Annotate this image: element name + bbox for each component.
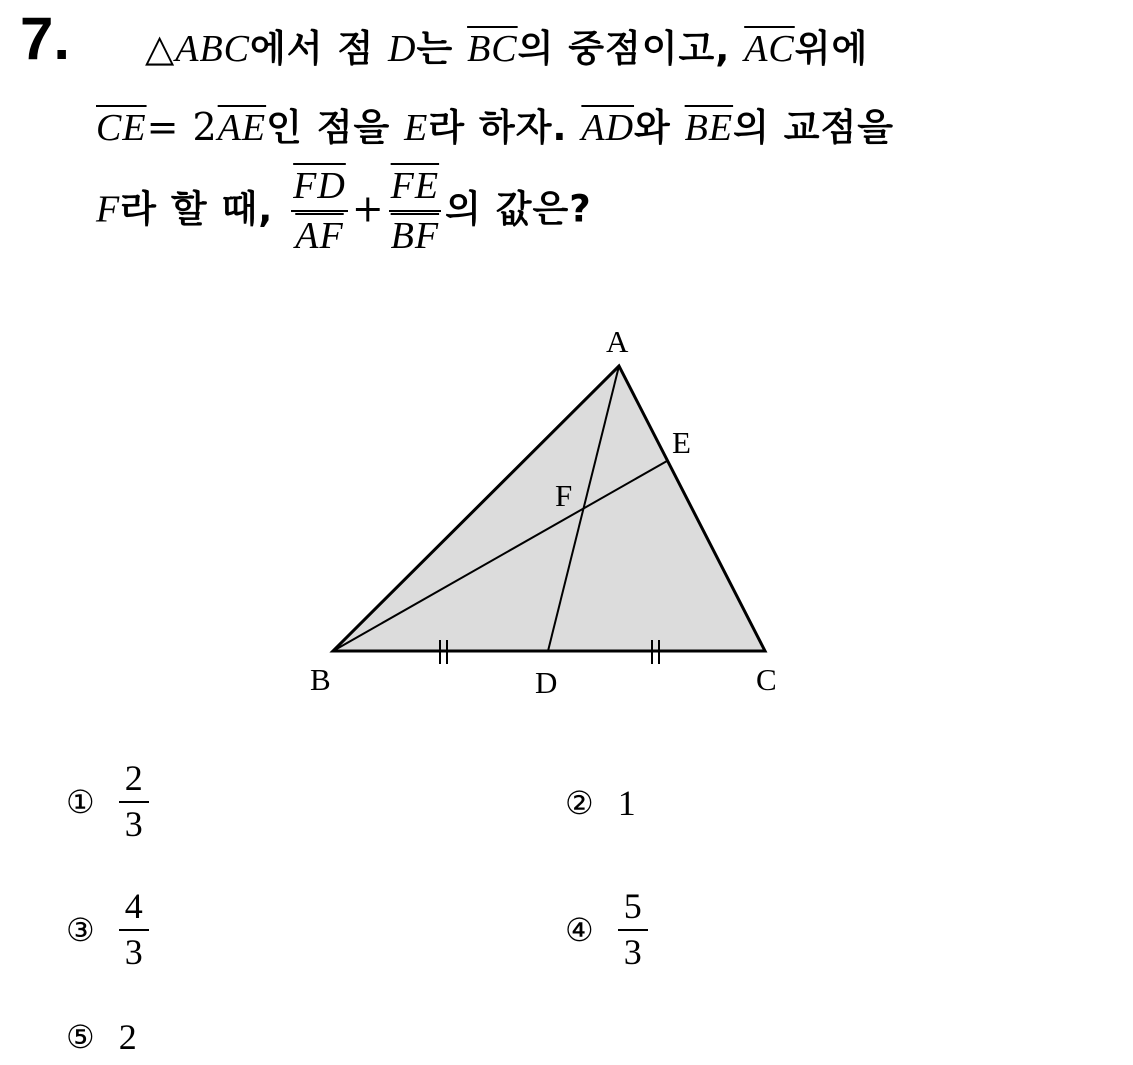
segment-fd: $\overline{FD}$ bbox=[293, 165, 346, 207]
triangle-symbol: △ bbox=[145, 26, 176, 70]
fraction-bar bbox=[618, 929, 648, 931]
text-fragment: 라 할 때, bbox=[120, 187, 288, 231]
text-fragment: 는 bbox=[416, 27, 468, 70]
label-e: E bbox=[672, 425, 691, 460]
label-d: D bbox=[535, 665, 558, 700]
text-fragment: 위에 bbox=[794, 27, 869, 70]
text-fragment: 의 중점이고, bbox=[517, 27, 745, 70]
choice-3-marker: ③ bbox=[66, 910, 95, 949]
choice-1-marker: ① bbox=[66, 782, 95, 821]
choice-3-fraction bbox=[119, 888, 149, 972]
equals-two: = 2 bbox=[146, 105, 218, 149]
label-b: B bbox=[310, 662, 331, 697]
plus-sign: + bbox=[351, 186, 385, 231]
segment-fe: $\overline{FE}$ bbox=[390, 165, 440, 207]
text-fragment: 에서 점 bbox=[250, 27, 389, 70]
choice-1-denominator: 3 bbox=[124, 803, 143, 844]
segment-ad: $\overline{AD}$ bbox=[581, 107, 635, 149]
choice-5[interactable] bbox=[66, 1016, 137, 1058]
label-c: C bbox=[756, 662, 777, 697]
segment-ce: $\overline{CE}$ bbox=[96, 107, 147, 149]
segment-ae: $\overline{AE}$ bbox=[217, 107, 267, 149]
choice-2-marker: ② bbox=[565, 784, 594, 822]
segment-bf: BF bbox=[390, 215, 440, 257]
text-fragment: 와 bbox=[634, 106, 685, 149]
term-d: D bbox=[388, 28, 417, 70]
segment-be: $\overline{BE}$ bbox=[684, 107, 734, 149]
choice-1-numerator: 2 bbox=[124, 758, 143, 798]
choice-3-numerator: 4 bbox=[124, 886, 143, 926]
choice-4-denominator: 3 bbox=[623, 931, 642, 972]
segment-ac: $\overline{AC}$ bbox=[744, 28, 795, 70]
term-f: F bbox=[96, 188, 121, 231]
text-fragment: 의 값은? bbox=[445, 187, 592, 231]
term-e: E bbox=[404, 107, 429, 149]
choice-5-value: 2 bbox=[118, 1017, 137, 1057]
choice-4-fraction bbox=[618, 888, 648, 972]
segment-af: AF bbox=[295, 215, 344, 257]
choice-3-denominator: 3 bbox=[124, 931, 143, 972]
text-fragment: 인 점을 bbox=[266, 106, 405, 149]
label-a: A bbox=[606, 324, 629, 359]
term-abc: ABC bbox=[175, 28, 251, 70]
choice-1-fraction bbox=[119, 760, 149, 844]
choice-4[interactable] bbox=[565, 888, 648, 972]
choice-5-marker: ⑤ bbox=[66, 1018, 95, 1056]
text-fragment: 의 교점을 bbox=[733, 106, 894, 149]
fraction-bar bbox=[119, 929, 149, 931]
triangle-abc bbox=[333, 366, 765, 651]
question-number: 7. bbox=[20, 5, 71, 72]
fraction-bar bbox=[119, 801, 149, 803]
text-fragment: 라 하자. bbox=[428, 106, 582, 149]
label-f: F bbox=[555, 478, 573, 513]
choice-4-numerator: 5 bbox=[623, 886, 642, 926]
choice-2[interactable] bbox=[565, 782, 636, 824]
choice-2-value: 1 bbox=[617, 783, 636, 823]
choice-1[interactable] bbox=[66, 760, 149, 844]
choice-3[interactable] bbox=[66, 888, 149, 972]
segment-bc: $\overline{BC}$ bbox=[467, 28, 518, 70]
choice-4-marker: ④ bbox=[565, 910, 594, 949]
